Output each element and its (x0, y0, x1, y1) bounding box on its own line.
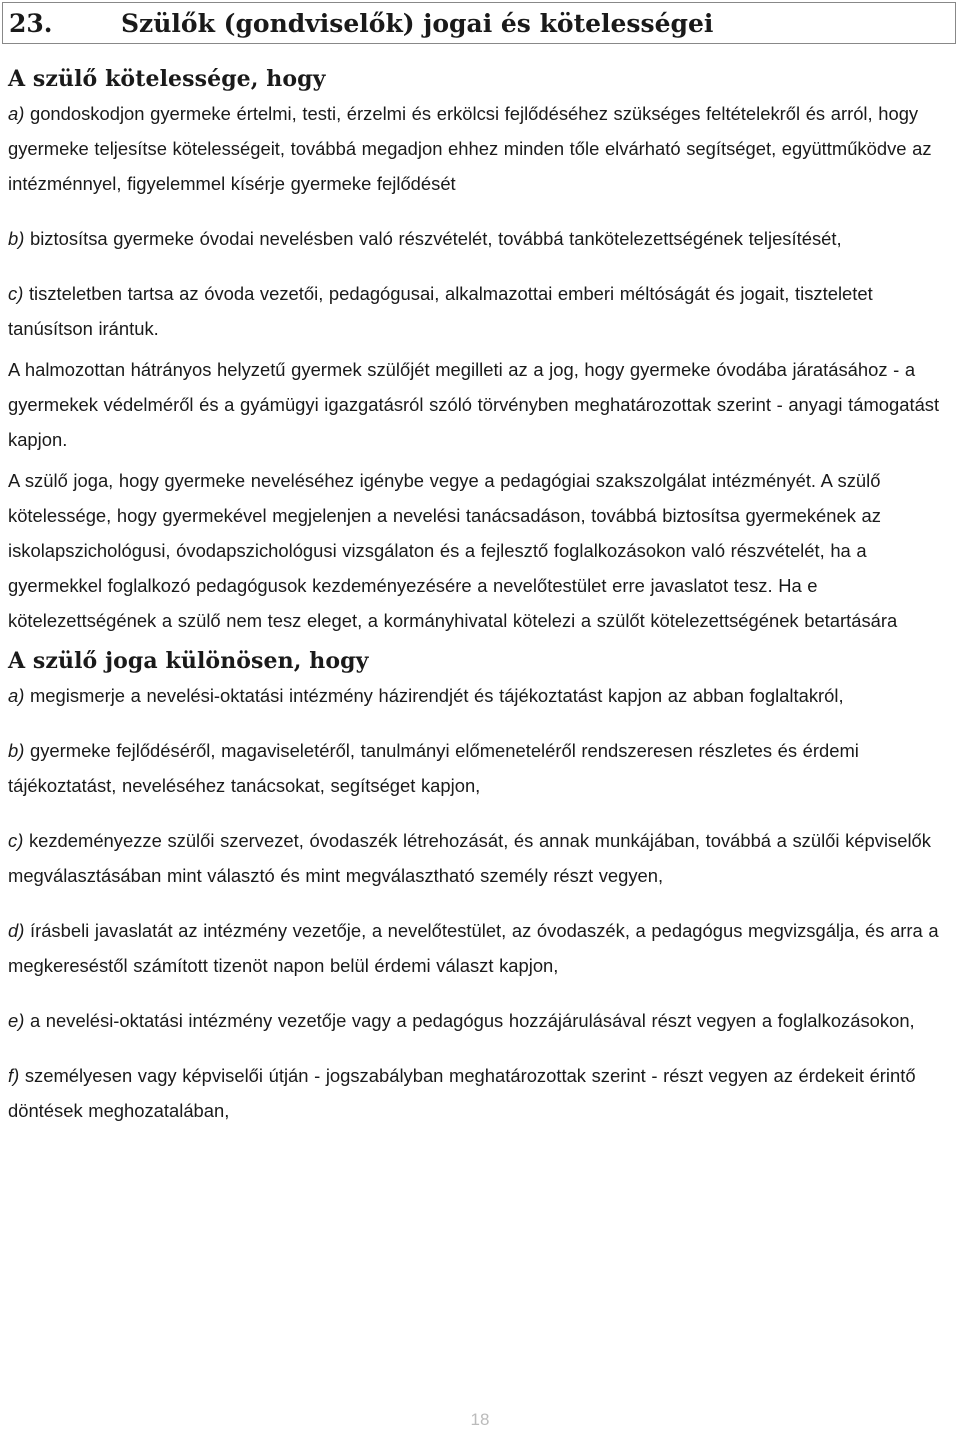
chapter-title: Szülők (gondviselők) jogai és kötelességei (121, 9, 714, 38)
section-heading-rights: A szülő joga különösen, hogy (8, 648, 369, 674)
right-item-c (8, 823, 952, 893)
chapter-number: 23. (9, 9, 53, 38)
item-text: megismerje a nevelési-oktatási intézmény házirendjét és tájékoztatást kapjon az abban foglaltakról, (24, 685, 844, 706)
item-text: biztosítsa gyermeke óvodai nevelésben való részvételét, továbbá tankötelezettségének teljesítését, (24, 228, 842, 249)
item-marker: e) (8, 1010, 25, 1031)
item-marker: c) (8, 283, 24, 304)
page-number: 18 (470, 1410, 490, 1429)
duty-item-c (8, 276, 952, 346)
item-marker: a) (8, 103, 25, 124)
item-text: gondoskodjon gyermeke értelmi, testi, érzelmi és erkölcsi fejlődéséhez szükséges feltételekről és arról, hogy gyermeke teljesítse kötelességeit, továbbá megadjon ehhez minden tőle elvárható segítséget, együttműködve az intézménnyel, figyelemmel kísérje gyermeke fejlődését (8, 103, 932, 194)
right-item-b (8, 733, 952, 803)
item-text: kezdeményezze szülői szervezet, óvodaszék létrehozását, és annak munkájában, továbbá a szülői képviselők megválasztásában mint választó és mint megválasztható személy részt vegyen, (8, 830, 931, 886)
item-marker: d) (8, 920, 25, 941)
item-marker: b) (8, 228, 25, 249)
duty-item-a (8, 96, 952, 201)
item-text: írásbeli javaslatát az intézmény vezetője, a nevelőtestület, az óvodaszék, a pedagógus megvizsgálja, és arra a megkereséstől számított tizenöt napon belül érdemi választ kapjon, (8, 920, 939, 976)
item-marker: c) (8, 830, 24, 851)
right-item-e (8, 1003, 952, 1038)
paragraph-pedagogical-service: A szülő joga, hogy gyermeke neveléséhez igénybe vegye a pedagógiai szakszolgálat intézményét. A szülő kötelessége, hogy gyermekével megjelenjen a nevelési tanácsadáson, továbbá biztosítsa gyermekének az iskolapszichológusi, óvodapszichológusi vizsgálaton és a fejlesztő foglalkozásokon való részvételét, ha a gyermekkel foglalkozó pedagógusok kezdeményezésére a nevelőtestület erre javaslatot tesz. Ha e kötelezettségének a szülő nem tesz eleget, a kormányhivatal kötelezi a szülőt kötelezettségének betartására (8, 470, 898, 631)
paragraph-disadvantaged-support: A halmozottan hátrányos helyzetű gyermek szülőjét megilleti az a jog, hogy gyermeke óvodába járatásához - a gyermekek védelméről és a gyámügyi igazgatásról szóló törvényben meghatározottak szerint - anyagi támogatást kapjon. (8, 359, 940, 450)
item-text: tiszteletben tartsa az óvoda vezetői, pedagógusai, alkalmazottai emberi méltóságát és jogait, tiszteletet tanúsítson irántuk. (8, 283, 873, 339)
right-item-f (8, 1058, 952, 1128)
item-text: személyesen vagy képviselői útján - jogszabályban meghatározottak szerint - részt vegyen az érdekeit érintő döntések meghozatalában, (8, 1065, 916, 1121)
right-item-d (8, 913, 952, 983)
item-marker: a) (8, 685, 25, 706)
item-text: gyermeke fejlődéséről, magaviseletéről, tanulmányi előmeneteléről rendszeresen részletes és érdemi tájékoztatást, neveléséhez tanácsokat, segítséget kapjon, (8, 740, 859, 796)
section-heading-duties: A szülő kötelessége, hogy (8, 66, 326, 92)
item-text: a nevelési-oktatási intézmény vezetője vagy a pedagógus hozzájárulásával részt vegyen a foglalkozásokon, (24, 1010, 915, 1031)
duty-item-b (8, 221, 952, 256)
item-marker: b) (8, 740, 25, 761)
item-marker: f) (8, 1065, 20, 1086)
chapter-title-box (2, 2, 956, 44)
right-item-a (8, 678, 952, 713)
document-body (8, 62, 952, 1128)
